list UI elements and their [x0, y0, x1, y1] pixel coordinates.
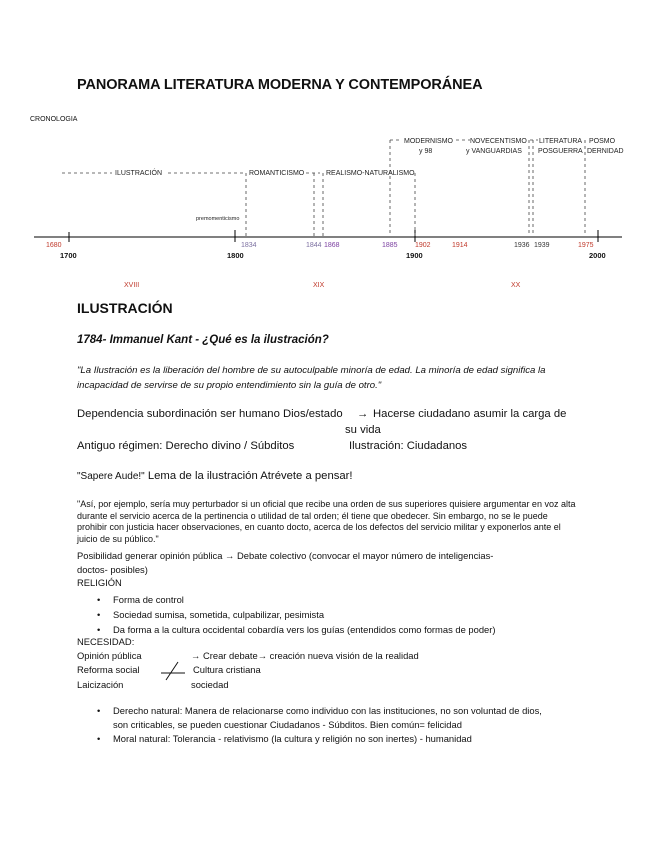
antiguo-regimen: Antiguo régimen: Derecho divino / Súbditos: [77, 440, 295, 452]
kant-quote: "La Ilustración es la liberación del hombre de su autoculpable minoría de edad. La minoría de edad significa la incapacidad de servirse de su propio entendimiento sin la guía de otro.": [77, 365, 546, 391]
century-xx: XX: [511, 282, 521, 289]
section-heading: ILUSTRACIÓN: [77, 300, 173, 316]
not-equal-icon: [160, 660, 186, 682]
necesidad-row-left: Laicización: [77, 679, 124, 690]
necesidad-row-right: sociedad: [191, 679, 229, 690]
year-1680: 1680: [46, 242, 62, 249]
religion-list: [97, 592, 496, 637]
century-xviii: XVIII: [124, 282, 140, 289]
list-item: • Sociedad sumisa, sometida, culpabilizar, pesimista: [97, 607, 496, 622]
year-1834: 1834: [241, 242, 257, 249]
necesidad-row-left: Reforma social: [77, 664, 140, 675]
year-1975: 1975: [578, 242, 594, 249]
era-literatura: LITERATURA: [539, 138, 583, 145]
year-1914: 1914: [452, 242, 468, 249]
year-1800: 1800: [227, 251, 244, 260]
era-romanticismo: ROMANTICISMO: [249, 170, 305, 177]
era-realismo: REALISMO-NATURALISMO: [326, 170, 415, 177]
year-1885: 1885: [382, 242, 398, 249]
dependencia-left: Dependencia subordinación ser humano Dios/estado: [77, 408, 343, 420]
page-title: PANORAMA LITERATURA MODERNA Y CONTEMPORÁNEA: [77, 77, 483, 93]
era-modernismo: MODERNISMO: [404, 138, 453, 145]
year-1900: 1900: [406, 251, 423, 260]
necesidad-row-right: → Crear debate→ creación nueva visión de la realidad: [191, 650, 419, 661]
era-premomenticismo: premomenticismo: [196, 216, 240, 222]
necesidad-heading: NECESIDAD:: [77, 636, 135, 647]
sapere-rest: Lema de la ilustración Atrévete a pensar!: [144, 470, 353, 482]
year-1939: 1939: [534, 242, 550, 249]
necesidad-row-right: Cultura cristiana: [193, 664, 261, 675]
year-1700: 1700: [60, 251, 77, 260]
derecho-moral-list: [97, 704, 557, 746]
year-1868: 1868: [324, 242, 340, 249]
era-posguerra: POSGUERRA: [538, 148, 583, 155]
necesidad-row-left: Opinión pública: [77, 650, 142, 661]
era-ilustracion: ILUSTRACIÓN: [115, 170, 163, 177]
era-posmo: POSMO: [589, 138, 616, 145]
year-1844: 1844: [306, 242, 322, 249]
ilustracion-ciudadanos: Ilustración: Ciudadanos: [349, 440, 468, 452]
religion-heading: RELIGIÓN: [77, 577, 122, 588]
era-y98: y 98: [419, 148, 433, 155]
timeline: [0, 0, 655, 300]
kant-quote-2: "Así, por ejemplo, sería muy perturbador si un oficial que recibe una orden de sus superiores quisiere argumentar en voz alta durante el servicio acerca de la pertinencia o utilidad de tal orden; él tiene que obedecer. Sin embargo, no se le puede prohibir con justicia hacer observaciones, en cuanto docto, acerca de los defectos del servicio militar y exponerlos ante el juicio de su público.": [77, 499, 576, 544]
timeline-label: CRONOLOGIA: [30, 116, 78, 123]
era-novecentismo: NOVECENTISMO: [470, 138, 527, 145]
list-item: • Forma de control: [97, 592, 496, 607]
sapere-aude: [77, 470, 353, 482]
dependencia-arrow: →: [357, 408, 369, 420]
era-dernidad: DERNIDAD: [587, 148, 624, 155]
sapere-quote: "Sapere Aude!": [77, 471, 145, 482]
list-item: • Da forma a la cultura occidental cobardía vers los guías (entendidos como formas de poder): [97, 622, 496, 637]
list-item: • Moral natural: Tolerancia - relativismo (la cultura y religión no son inertes) - humanidad: [97, 732, 557, 746]
list-item: • Derecho natural: Manera de relacionarse como individuo con las instituciones, no son voluntad de dios, son criticables, se pueden cuestionar Ciudadanos - Súbditos. Bien común= felicidad: [97, 704, 557, 732]
century-xix: XIX: [313, 282, 325, 289]
year-2000: 2000: [589, 251, 606, 260]
posibilidad: Posibilidad generar opinión pública → Debate colectivo (convocar el mayor número de inteligencias-doctos- posibles): [77, 550, 494, 575]
year-1936: 1936: [514, 242, 530, 249]
year-1902: 1902: [415, 242, 431, 249]
era-vanguardias: y VANGUARDIAS: [466, 148, 522, 155]
dependencia-right-1: Hacerse ciudadano asumir la carga de: [373, 408, 567, 420]
dependencia-right-2: su vida: [345, 424, 381, 436]
kant-heading: 1784- Immanuel Kant - ¿Qué es la ilustración?: [77, 334, 329, 346]
